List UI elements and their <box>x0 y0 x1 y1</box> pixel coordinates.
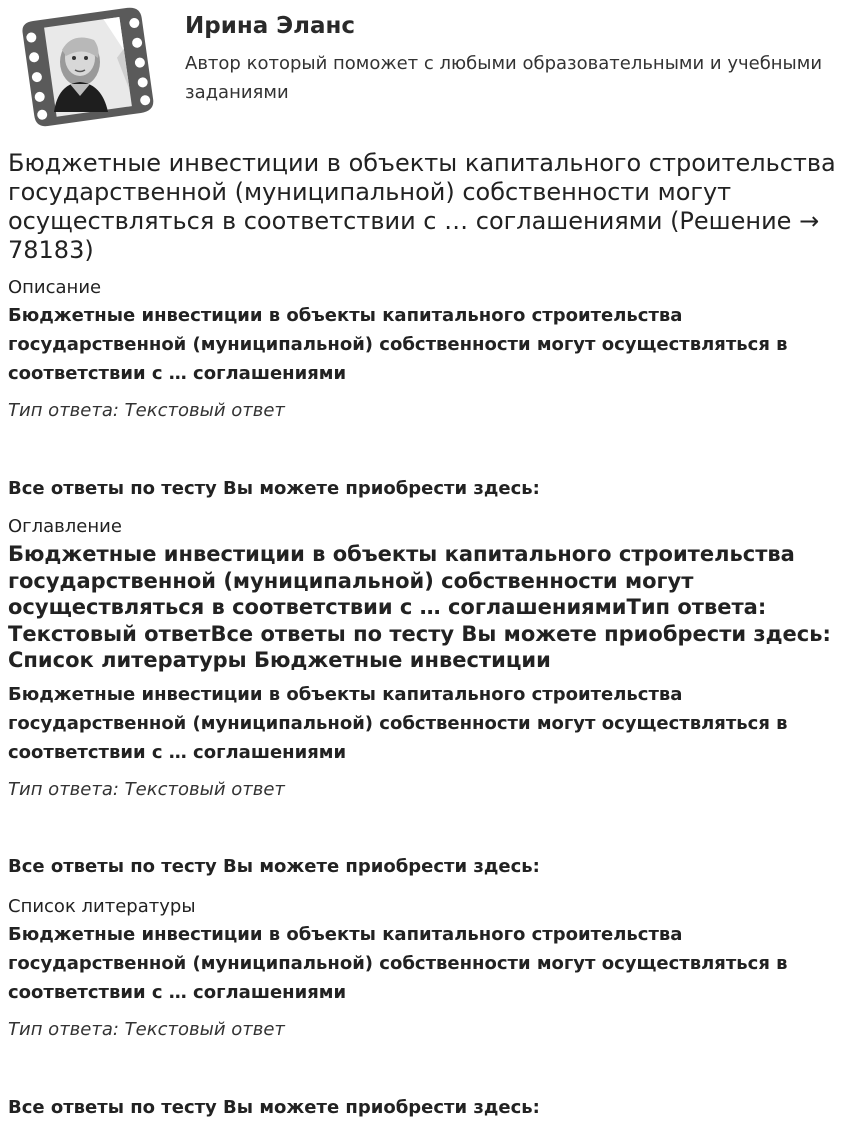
section-label: Оглавление <box>8 516 122 537</box>
author-description: Автор который поможет с любыми образовательными и учебными заданиями <box>185 53 823 103</box>
buy-note: Все ответы по тесту Вы можете приобрести здесь: <box>8 1097 540 1118</box>
section-label: Описание <box>8 277 102 298</box>
answer-type: Тип ответа: Текстовый ответ <box>8 778 285 800</box>
section-description <box>8 276 838 423</box>
page-title: Бюджетные инвестиции в объекты капитального строительства государственной (муниципальной) собственности могут осуществляться в соответствии с … соглашениями (Решение → 78183) <box>8 149 836 264</box>
section-toc <box>8 515 838 802</box>
toc-heading: Бюджетные инвестиции в объекты капитального строительства государственной (муниципальной) собственности могут осуществляться в соответствии с … соглашениямиТип ответа: Текстовый ответВсе ответы по тесту Вы можете приобрести здесь: Список литературы Бюджетные инвестиции <box>8 542 831 672</box>
question-text: Бюджетные инвестиции в объекты капитального строительства государственной (муниципальной) собственности могут осуществляться в соответствии с … соглашениями <box>8 305 788 384</box>
author-avatar-icon <box>14 6 160 128</box>
answer-type: Тип ответа: Текстовый ответ <box>8 1019 285 1040</box>
buy-note: Все ответы по тесту Вы можете приобрести здесь: <box>8 856 540 877</box>
author-name[interactable]: Ирина Эланс <box>185 13 356 39</box>
section-bibliography <box>8 895 838 1042</box>
buy-note: Все ответы по тесту Вы можете приобрести здесь: <box>8 478 540 499</box>
section-label: Список литературы <box>8 896 196 917</box>
author-card <box>8 0 839 135</box>
answer-type: Тип ответа: Текстовый ответ <box>8 400 285 421</box>
question-text: Бюджетные инвестиции в объекты капитального строительства государственной (муниципальной) собственности могут осуществляться в соответствии с … соглашениями <box>8 683 788 763</box>
question-text: Бюджетные инвестиции в объекты капитального строительства государственной (муниципальной) собственности могут осуществляться в соответствии с … соглашениями <box>8 924 788 1003</box>
